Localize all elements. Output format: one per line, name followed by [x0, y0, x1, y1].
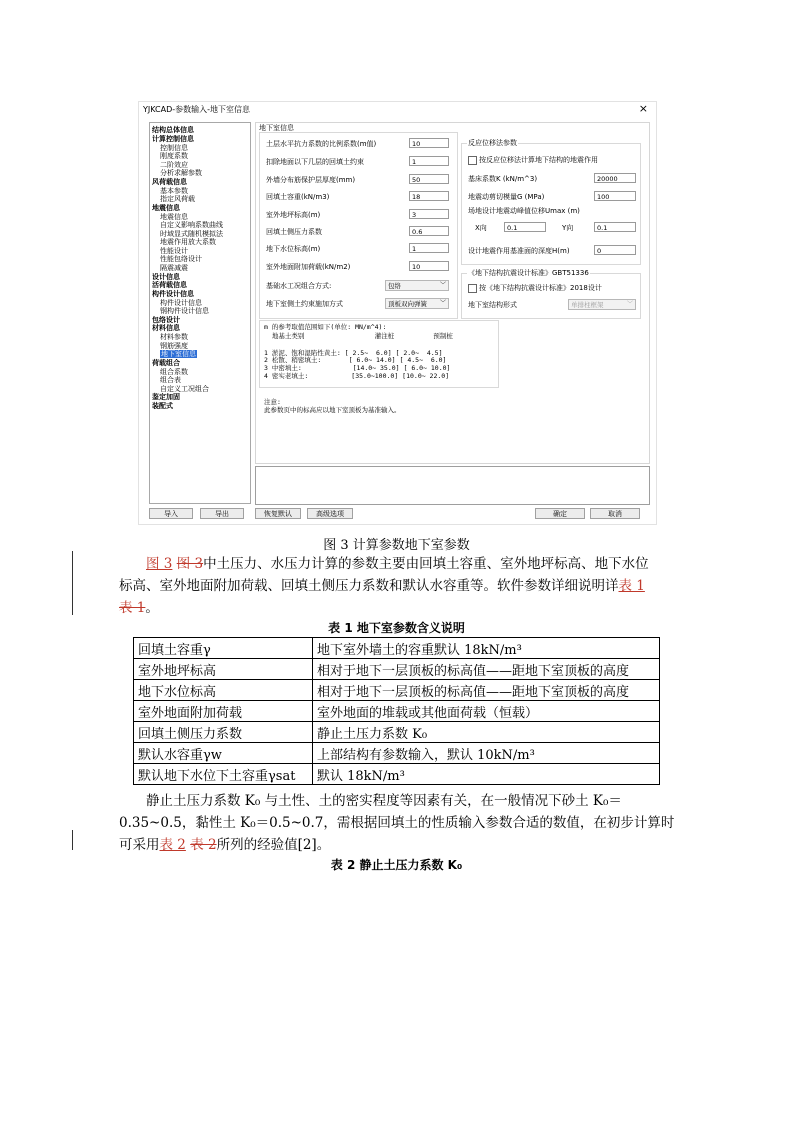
deleted-text: 表 1 — [119, 600, 146, 616]
tree-item[interactable]: 计算控制信息 — [152, 135, 194, 143]
note-line: 此参数页中的标高应以地下室顶板为基准输入。 — [264, 406, 401, 414]
shear-modulus-input[interactable]: 100 — [594, 191, 636, 201]
basement-parameter-table — [133, 637, 660, 785]
tree-item[interactable]: 组合系数 — [160, 368, 188, 376]
parameter-name-cell: 地下水位标高 — [134, 680, 313, 701]
table-row — [134, 701, 660, 722]
table-row — [134, 659, 660, 680]
tree-item[interactable]: 二阶效应 — [160, 161, 188, 169]
field-label: 地震动剪切模量G (MPa) — [468, 193, 545, 201]
field-label: 设计地震作用基准面的深度H(m) — [468, 247, 570, 255]
base-depth-input[interactable]: 0 — [594, 245, 636, 255]
basement-info-pane — [255, 122, 650, 464]
tree-item[interactable]: 组合表 — [160, 376, 181, 384]
lateral-pressure-input[interactable]: 0.6 — [409, 226, 449, 236]
chevron-down-icon: ﹀ — [439, 300, 446, 307]
m-ref-line: 1 淤泥、饱和湿陷性黄土: [ 2.5~ 6.0] [ 2.0~ 4.5] — [264, 349, 443, 357]
paragraph-text: 所列的经验值[2]。 — [216, 837, 331, 853]
tree-item[interactable]: 材料信息 — [152, 324, 180, 332]
table-title: 表 1 地下室参数含义说明 — [328, 621, 465, 635]
deleted-text: 图 3 — [176, 556, 204, 572]
tree-item[interactable]: 时域显式随机模拟法 — [160, 230, 223, 238]
m-ref-line: 地基土类别 灌注桩 预制桩 — [264, 332, 453, 340]
parameter-description-cell: 静止土压力系数 K₀ — [313, 722, 660, 743]
tree-item[interactable]: 刚度系数 — [160, 152, 188, 160]
parameter-name-cell: 默认水容重γw — [134, 743, 313, 764]
chevron-down-icon: ﹀ — [439, 282, 446, 289]
combo-label: 基础水工况组合方式: — [266, 282, 332, 290]
ground-elevation-input[interactable]: 3 — [409, 209, 449, 219]
table-row — [134, 680, 660, 701]
field-label: 地下水位标高(m) — [266, 245, 321, 253]
ok-button[interactable]: 确定 — [535, 508, 585, 519]
figure-reference[interactable]: 图 3 — [146, 556, 173, 572]
field-label: 回填土侧压力系数 — [266, 228, 322, 236]
tree-item[interactable]: 隔震减震 — [160, 264, 188, 272]
parameter-description-cell: 上部结构有参数输入，默认 10kN/m³ — [313, 743, 660, 764]
umax-y-input[interactable]: 0.1 — [594, 222, 636, 232]
tree-item[interactable]: 结构总体信息 — [152, 126, 194, 134]
tree-item[interactable]: 包络设计 — [152, 316, 180, 324]
parameter-tree — [149, 122, 251, 504]
combo-value: 顶板双向弹簧 — [388, 300, 427, 308]
parameter-dialog — [138, 101, 657, 525]
parameter-name-cell: 回填土容重γ — [134, 638, 313, 659]
soil-restraint-select[interactable] — [385, 298, 449, 309]
paragraph-line — [119, 597, 159, 619]
m-ref-line: 3 中密填土: [14.0~ 35.0] [ 6.0~ 10.0] — [264, 364, 451, 372]
backfill-restraint-input[interactable]: 1 — [409, 156, 449, 166]
cover-thickness-input[interactable]: 50 — [409, 174, 449, 184]
group-title: 反应位移法参数 — [468, 139, 517, 147]
checkbox-label: 按反应位移法计算地下结构的地震作用 — [479, 156, 598, 164]
field-label: 室外地坪标高(m) — [266, 211, 321, 219]
note-line: 注意: — [264, 398, 281, 406]
tree-item[interactable]: 钢构件设计信息 — [160, 307, 209, 315]
chevron-down-icon: ﹀ — [626, 301, 633, 308]
tree-item[interactable]: 设计信息 — [152, 273, 180, 281]
parameter-name-cell: 默认地下水位下土容重γsat — [134, 764, 313, 785]
export-button[interactable]: 导出 — [200, 508, 244, 519]
tree-item[interactable]: 钢筋强度 — [160, 342, 188, 350]
tree-item[interactable]: 性能包络设计 — [160, 255, 202, 263]
tree-item[interactable]: 指定风荷载 — [160, 195, 195, 203]
m-value-input[interactable]: 10 — [409, 138, 449, 148]
parameter-name-cell: 室外地面附加荷载 — [134, 701, 313, 722]
restore-default-button[interactable]: 恢复默认 — [255, 508, 301, 519]
m-ref-line: 2 松散、稍密填土: [ 6.0~ 14.0] [ 4.5~ 6.0] — [264, 356, 447, 364]
paragraph-text: 中土压力、水压力计算的参数主要由回填土容重、室外地坪标高、地下水位 — [203, 556, 649, 572]
paragraph-line: 0.35~0.5，黏性土 K₀＝0.5~0.7，需根据回填土的性质输入参数合适的数值，在初步计算时 — [119, 815, 675, 831]
pane-title: 地下室信息 — [259, 124, 294, 132]
parameter-description-cell: 室外地面的堆载或其他面荷载（恒载） — [313, 701, 660, 722]
tree-item[interactable]: 地下室信息 — [161, 350, 196, 358]
y-label: Y向 — [562, 224, 574, 232]
dialog-title: YJKCAD-参数输入-地下室信息 — [143, 105, 251, 114]
paragraph-text: 可采用 — [119, 837, 160, 853]
umax-x-input[interactable]: 0.1 — [504, 222, 546, 232]
paragraph-text: 标高、室外地面附加荷载、回填土侧压力系数和默认水容重等。软件参数详细说明详 — [119, 578, 619, 594]
import-button[interactable]: 导入 — [149, 508, 193, 519]
change-bar — [72, 551, 73, 615]
table-row — [134, 743, 660, 764]
standard-group — [461, 273, 641, 319]
x-label: X向 — [475, 224, 487, 232]
tree-item[interactable]: 自定义工况组合 — [160, 385, 209, 393]
tree-item[interactable]: 风荷载信息 — [152, 178, 187, 186]
tree-item[interactable]: 装配式 — [152, 402, 173, 410]
change-bar — [72, 830, 73, 850]
tree-item[interactable]: 控制信息 — [160, 144, 188, 152]
field-label: 扣除地面以下几层的回填土约束 — [266, 158, 364, 166]
backfill-weight-input[interactable]: 18 — [409, 191, 449, 201]
tree-item[interactable]: 自定义影响系数曲线 — [160, 221, 223, 229]
paragraph-line — [119, 834, 330, 856]
tree-item[interactable]: 活荷载信息 — [152, 281, 187, 289]
combo-label: 地下室侧土约束施加方式 — [266, 300, 343, 308]
field-label: 地下室结构形式 — [468, 301, 517, 309]
paragraph-text: 。 — [145, 600, 159, 616]
checkbox-label: 按《地下结构抗震设计标准》2018设计 — [479, 284, 602, 292]
tree-item[interactable]: 地震作用放大系数 — [160, 238, 216, 246]
table-row — [134, 722, 660, 743]
field-label: 室外地面附加荷载(kN/m2) — [266, 263, 351, 271]
table-reference[interactable]: 表 2 — [159, 837, 186, 853]
figure-caption: 图 3 计算参数地下室参数 — [323, 538, 470, 553]
umax-label: 场地设计地震动峰值位移Umax (m) — [468, 207, 580, 215]
parameter-description-cell: 相对于地下一层顶板的标高值——距地下室顶板的高度 — [313, 659, 660, 680]
water-combo-select[interactable] — [385, 280, 449, 291]
field-label: 土层水平抗力系数的比例系数(m值) — [266, 140, 377, 148]
combo-value: 单排柱框架 — [571, 301, 604, 309]
table-reference[interactable]: 表 1 — [618, 578, 645, 594]
tree-item[interactable]: 材料参数 — [160, 333, 188, 341]
table-title: 表 2 静止土压力系数 K₀ — [330, 858, 463, 872]
cancel-button[interactable]: 取消 — [590, 508, 640, 519]
standard-checkbox[interactable] — [468, 284, 477, 293]
subgrade-modulus-input[interactable]: 20000 — [594, 173, 636, 183]
field-label: 回填土容重(kN/m3) — [266, 193, 330, 201]
structure-form-select[interactable] — [568, 299, 636, 310]
deleted-text: 表 2 — [190, 837, 217, 853]
parameter-description-cell: 地下室外墙土的容重默认 18kN/m³ — [313, 638, 660, 659]
parameter-description-cell: 默认 18kN/m³ — [313, 764, 660, 785]
surcharge-input[interactable]: 10 — [409, 261, 449, 271]
tree-item[interactable]: 构件设计信息 — [152, 290, 194, 298]
table-row — [134, 764, 660, 785]
m-ref-line: 4 密实老填土: [35.0~100.0] [10.0~ 22.0] — [264, 372, 450, 380]
table-row — [134, 638, 660, 659]
output-textbox[interactable] — [255, 466, 650, 505]
paragraph-line — [119, 575, 645, 597]
group-title: 《地下结构抗震设计标准》GBT51336 — [468, 269, 589, 277]
tree-item[interactable]: 荷载组合 — [152, 359, 180, 367]
parameter-name-cell: 回填土侧压力系数 — [134, 722, 313, 743]
close-icon[interactable]: × — [638, 102, 648, 115]
tree-item[interactable]: 地震信息 — [152, 204, 180, 212]
tree-item[interactable]: 分析求解参数 — [160, 169, 202, 177]
paragraph-line — [146, 553, 649, 575]
tree-item[interactable]: 性能设计 — [160, 247, 188, 255]
tree-item[interactable]: 基本参数 — [160, 187, 188, 195]
tree-item[interactable]: 鉴定加固 — [152, 393, 180, 401]
advanced-options-button[interactable]: 高级选项 — [307, 508, 353, 519]
field-label: 外墙分布筋保护层厚度(mm) — [266, 176, 356, 184]
m-ref-line: m 的参考取值范围如下(单位: MN/m^4): — [264, 323, 387, 331]
response-displacement-checkbox[interactable] — [468, 156, 477, 165]
tree-item[interactable]: 构件设计信息 — [160, 299, 202, 307]
parameter-description-cell: 相对于地下一层顶板的标高值——距地下室顶板的高度 — [313, 680, 660, 701]
water-level-input[interactable]: 1 — [409, 243, 449, 253]
combo-value: 包络 — [388, 282, 401, 290]
field-label: 基床系数K (kN/m^3) — [468, 175, 538, 183]
tree-item[interactable]: 地震信息 — [160, 213, 188, 221]
paragraph-line: 静止土压力系数 K₀ 与土性、土的密实程度等因素有关，在一般情况下砂土 K₀＝ — [146, 793, 622, 809]
parameter-name-cell: 室外地坪标高 — [134, 659, 313, 680]
